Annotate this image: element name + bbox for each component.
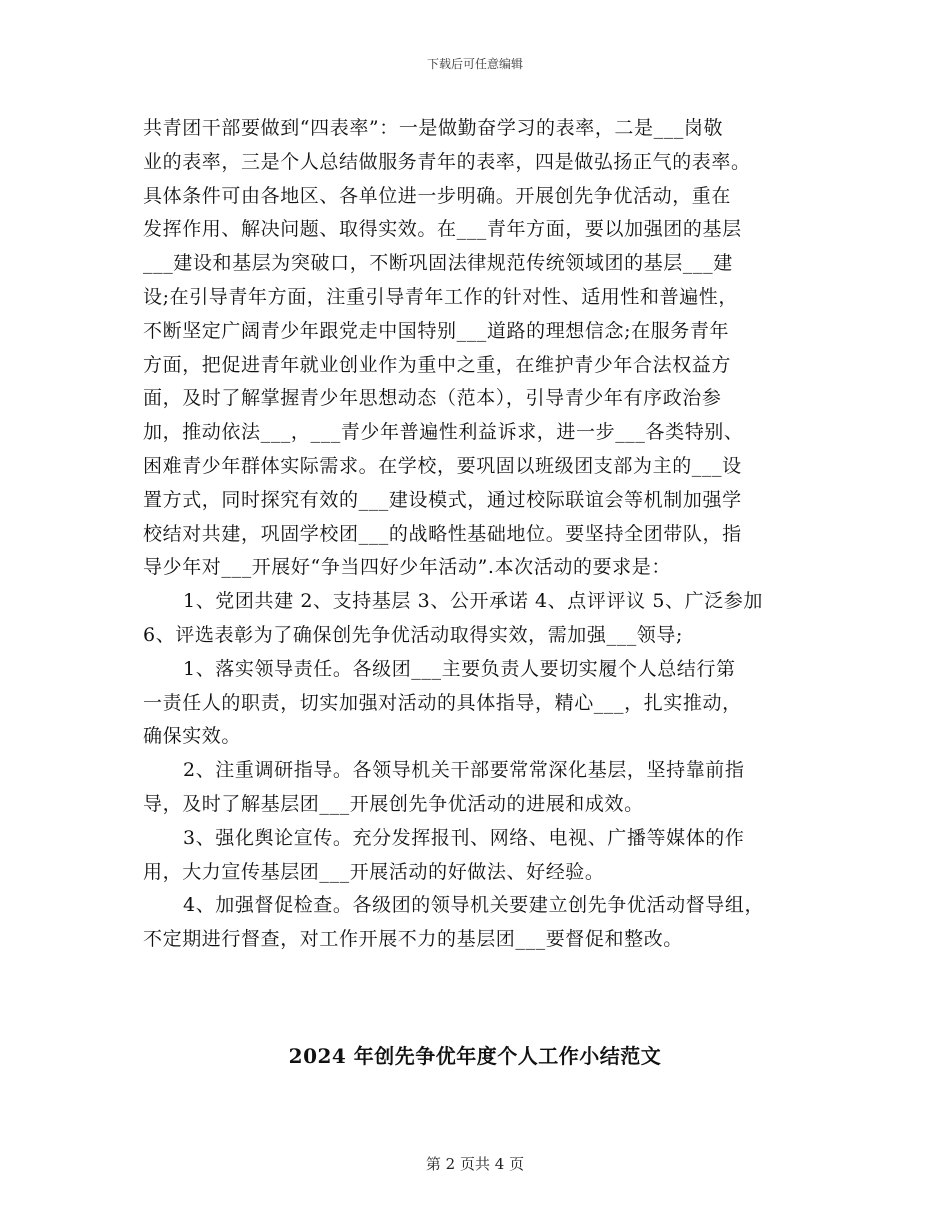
body-line: 置方式，同时探究有效的___建设模式，通过校际联谊会等机制加强学 [143, 488, 742, 511]
body-line: 1、落实领导责任。各级团___主要负责人要切实履个人总结行第 [183, 657, 736, 680]
body-line: 业的表率，三是个人总结做服务青年的表率，四是做弘扬正气的表率。 [143, 150, 751, 173]
body-line: 设;在引导青年方面，注重引导青年工作的针对性、适用性和普遍性， [143, 285, 739, 308]
body-line: 用，大力宣传基层团___开展活动的好做法、好经验。 [143, 860, 605, 883]
body-line: 4、加强督促检查。各级团的领导机关要建立创先争优活动督导组， [183, 894, 765, 917]
body-line: ___建设和基层为突破口，不断巩固法律规范传统领域团的基层___建 [143, 252, 733, 275]
body-line: 校结对共建，巩固学校团___的战略性基础地位。要坚持全团带队，指 [143, 522, 742, 545]
page-footer: 第 2 页共 4 页 [425, 1155, 525, 1173]
body-line: 共青团干部要做到“四表率”：一是做勤奋学习的表率，二是___岗敬 [143, 117, 724, 139]
body-line: 2、注重调研指导。各领导机关干部要常常深化基层，坚持靠前指 [183, 759, 745, 782]
body-line: 方面，把促进青年就业创业作为重中之重，在维护青少年合法权益方 [143, 353, 732, 376]
body-line: 不断坚定广阔青少年跟党走中国特别___道路的理想信念;在服务青年 [143, 319, 730, 342]
body-line: 6、评选表彰为了确保创先争优活动取得实效，需加强___领导; [143, 623, 683, 646]
body-line: 导少年对___开展好“争当四好少年活动”.本次活动的要求是： [143, 556, 671, 579]
body-line: 一责任人的职责，切实加强对活动的具体指导，精心___，扎实推动， [143, 691, 742, 714]
body-line: 具体条件可由各地区、各单位进一步明确。开展创先争优活动，重在 [143, 184, 732, 207]
page-header: 下载后可任意编辑 [426, 57, 523, 71]
body-line: 导，及时了解基层团___开展创先争优活动的进展和成效。 [143, 792, 644, 815]
body-text [143, 112, 807, 957]
body-line: 确保实效。 [143, 725, 242, 748]
body-line: 困难青少年群体实际需求。在学校，要巩固以班级团支部为主的___设 [143, 454, 742, 477]
body-line: 加，推动依法___，___青少年普遍性利益诉求，进一步___各类特别、 [143, 421, 744, 444]
body-line: 发挥作用、解决问题、取得实效。在___青年方面，要以加强团的基层 [143, 218, 742, 241]
body-line: 不定期进行督查，对工作开展不力的基层团___要督促和整改。 [143, 928, 683, 951]
section-title: 2024 年创先争优年度个人工作小结范文 [288, 1044, 662, 1068]
body-line: 1、党团共建 2、支持基层 3、公开承诺 4、点评评议 5、广泛参加 [183, 590, 764, 613]
body-line: 3、强化舆论宣传。充分发挥报刊、网络、电视、广播等媒体的作 [183, 826, 745, 849]
body-line: 面，及时了解掌握青少年思想动态（范本），引导青少年有序政治参 [143, 387, 722, 410]
